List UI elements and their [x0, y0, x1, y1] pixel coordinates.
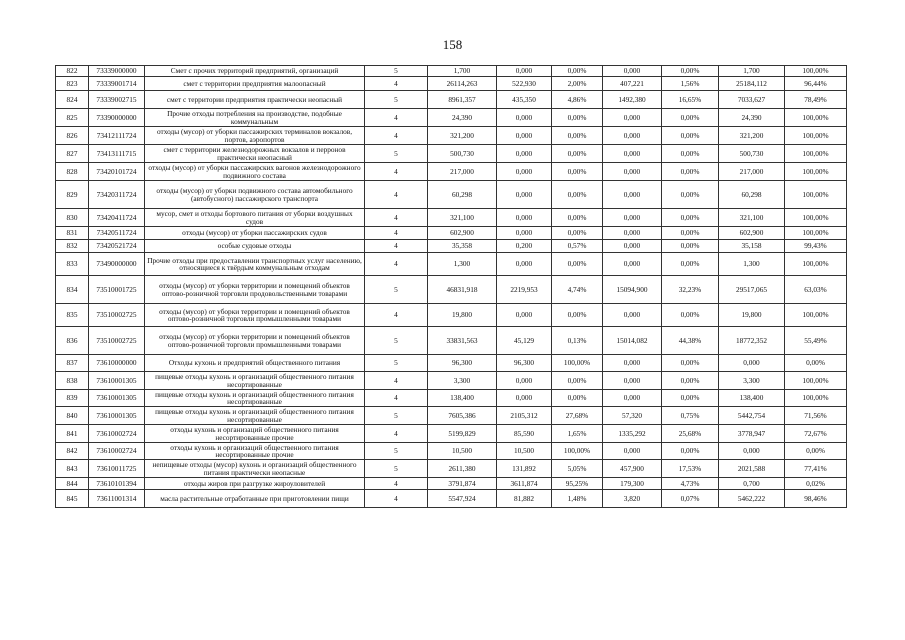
- value-col-4-cell: 1335,292: [603, 425, 662, 443]
- waste-name-cell: отходы (мусор) от уборки территории и помещений объектов оптово-розничной торговли промышленными товарами: [145, 327, 365, 355]
- value-col-1-cell: 96,300: [428, 355, 497, 372]
- waste-name-cell: отходы (мусор) от уборки пассажирских терминалов вокзалов, портов, аэропортов: [145, 127, 365, 145]
- value-col-1-cell: 24,390: [428, 109, 497, 127]
- row-number-cell: 828: [56, 163, 89, 181]
- value-col-6-cell: 7033,627: [719, 91, 785, 109]
- value-col-3-cell: 0,00%: [552, 209, 603, 227]
- table-row: [56, 390, 847, 407]
- table-row: [56, 240, 847, 253]
- table-row: [56, 478, 847, 490]
- hazard-class-cell: 4: [365, 425, 428, 443]
- row-number-cell: 843: [56, 460, 89, 478]
- table-body: [56, 66, 847, 508]
- waste-name-cell: смет с территории железнодорожных вокзалов и перронов практически неопасный: [145, 145, 365, 163]
- row-number-cell: 839: [56, 390, 89, 407]
- hazard-class-cell: 4: [365, 109, 428, 127]
- row-number-cell: 830: [56, 209, 89, 227]
- value-col-3-cell: 0,00%: [552, 163, 603, 181]
- value-col-2-cell: 2105,312: [497, 407, 552, 425]
- waste-name-cell: особые судовые отходы: [145, 240, 365, 253]
- value-col-1-cell: 33831,563: [428, 327, 497, 355]
- hazard-class-cell: 5: [365, 327, 428, 355]
- table-row: [56, 66, 847, 77]
- table-row: [56, 407, 847, 425]
- value-col-3-cell: 95,25%: [552, 478, 603, 490]
- value-col-1-cell: 3791,874: [428, 478, 497, 490]
- table-row: [56, 209, 847, 227]
- value-col-3-cell: 0,00%: [552, 66, 603, 77]
- value-col-4-cell: 0,000: [603, 355, 662, 372]
- value-col-4-cell: 0,000: [603, 127, 662, 145]
- value-col-5-cell: 0,00%: [662, 372, 719, 390]
- value-col-2-cell: 131,892: [497, 460, 552, 478]
- value-col-2-cell: 0,000: [497, 372, 552, 390]
- waste-code-cell: 73339000000: [89, 66, 145, 77]
- waste-code-cell: 73420411724: [89, 209, 145, 227]
- table-row: [56, 490, 847, 508]
- hazard-class-cell: 4: [365, 227, 428, 240]
- value-col-1-cell: 5199,829: [428, 425, 497, 443]
- hazard-class-cell: 5: [365, 66, 428, 77]
- waste-code-cell: 73490000000: [89, 253, 145, 276]
- value-col-2-cell: 0,000: [497, 145, 552, 163]
- value-col-1-cell: 321,200: [428, 127, 497, 145]
- value-col-4-cell: 0,000: [603, 145, 662, 163]
- table-row: [56, 443, 847, 460]
- table-row: [56, 304, 847, 327]
- value-col-5-cell: 0,00%: [662, 127, 719, 145]
- value-col-5-cell: 0,00%: [662, 66, 719, 77]
- row-number-cell: 837: [56, 355, 89, 372]
- waste-name-cell: Отходы кухонь и предприятий общественного питания: [145, 355, 365, 372]
- value-col-5-cell: 0,07%: [662, 490, 719, 508]
- hazard-class-cell: 5: [365, 355, 428, 372]
- table-row: [56, 276, 847, 304]
- value-col-1-cell: 35,358: [428, 240, 497, 253]
- waste-name-cell: мусор, смет и отходы бортового питания от уборки воздушных судов: [145, 209, 365, 227]
- value-col-5-cell: 17,53%: [662, 460, 719, 478]
- value-col-3-cell: 1,48%: [552, 490, 603, 508]
- waste-name-cell: отходы жиров при разгрузке жироуловителей: [145, 478, 365, 490]
- value-col-4-cell: 407,221: [603, 77, 662, 91]
- waste-code-cell: 73611001314: [89, 490, 145, 508]
- hazard-class-cell: 5: [365, 407, 428, 425]
- waste-name-cell: Смет с прочих территорий предприятий, организаций: [145, 66, 365, 77]
- waste-name-cell: смет с территории предприятия малоопасный: [145, 77, 365, 91]
- value-col-7-cell: 100,00%: [785, 145, 847, 163]
- row-number-cell: 835: [56, 304, 89, 327]
- value-col-1-cell: 3,300: [428, 372, 497, 390]
- waste-name-cell: пищевые отходы кухонь и организаций общественного питания несортированные: [145, 372, 365, 390]
- value-col-7-cell: 100,00%: [785, 181, 847, 209]
- waste-name-cell: пищевые отходы кухонь и организаций общественного питания несортированные: [145, 407, 365, 425]
- table-row: [56, 253, 847, 276]
- table-row: [56, 127, 847, 145]
- value-col-5-cell: 0,00%: [662, 227, 719, 240]
- row-number-cell: 833: [56, 253, 89, 276]
- value-col-4-cell: 179,300: [603, 478, 662, 490]
- waste-name-cell: отходы кухонь и организаций общественного питания несортированные прочие: [145, 425, 365, 443]
- value-col-3-cell: 100,00%: [552, 355, 603, 372]
- value-col-4-cell: 0,000: [603, 390, 662, 407]
- value-col-3-cell: 0,00%: [552, 145, 603, 163]
- value-col-4-cell: 0,000: [603, 163, 662, 181]
- value-col-2-cell: 85,590: [497, 425, 552, 443]
- value-col-1-cell: 321,100: [428, 209, 497, 227]
- hazard-class-cell: 4: [365, 253, 428, 276]
- value-col-1-cell: 10,500: [428, 443, 497, 460]
- value-col-7-cell: 98,46%: [785, 490, 847, 508]
- value-col-4-cell: 1492,380: [603, 91, 662, 109]
- hazard-class-cell: 4: [365, 127, 428, 145]
- value-col-3-cell: 100,00%: [552, 443, 603, 460]
- value-col-2-cell: 0,000: [497, 304, 552, 327]
- row-number-cell: 822: [56, 66, 89, 77]
- value-col-6-cell: 1,700: [719, 66, 785, 77]
- hazard-class-cell: 5: [365, 91, 428, 109]
- value-col-4-cell: 0,000: [603, 227, 662, 240]
- row-number-cell: 832: [56, 240, 89, 253]
- value-col-2-cell: 81,882: [497, 490, 552, 508]
- row-number-cell: 836: [56, 327, 89, 355]
- hazard-class-cell: 4: [365, 490, 428, 508]
- value-col-6-cell: 0,000: [719, 443, 785, 460]
- value-col-3-cell: 0,00%: [552, 304, 603, 327]
- waste-code-cell: 73510002725: [89, 327, 145, 355]
- waste-code-cell: 73610001305: [89, 390, 145, 407]
- waste-code-cell: 73420511724: [89, 227, 145, 240]
- value-col-5-cell: 0,00%: [662, 163, 719, 181]
- value-col-2-cell: 435,350: [497, 91, 552, 109]
- waste-name-cell: отходы (мусор) от уборки подвижного состава автомобильного (автобусного) пассажирского транспорта: [145, 181, 365, 209]
- waste-code-cell: 73412111724: [89, 127, 145, 145]
- hazard-class-cell: 5: [365, 276, 428, 304]
- value-col-3-cell: 0,57%: [552, 240, 603, 253]
- value-col-4-cell: 0,000: [603, 66, 662, 77]
- value-col-3-cell: 0,00%: [552, 372, 603, 390]
- waste-name-cell: отходы (мусор) от уборки пассажирских судов: [145, 227, 365, 240]
- value-col-7-cell: 77,41%: [785, 460, 847, 478]
- value-col-4-cell: 0,000: [603, 109, 662, 127]
- row-number-cell: 844: [56, 478, 89, 490]
- value-col-5-cell: 0,00%: [662, 109, 719, 127]
- waste-code-cell: 73610000000: [89, 355, 145, 372]
- table-row: [56, 227, 847, 240]
- table-row: [56, 91, 847, 109]
- value-col-7-cell: 0,00%: [785, 355, 847, 372]
- value-col-5-cell: 0,00%: [662, 240, 719, 253]
- value-col-1-cell: 217,000: [428, 163, 497, 181]
- waste-name-cell: пищевые отходы кухонь и организаций общественного питания несортированные: [145, 390, 365, 407]
- value-col-1-cell: 7605,386: [428, 407, 497, 425]
- value-col-2-cell: 0,000: [497, 209, 552, 227]
- table-row: [56, 181, 847, 209]
- value-col-6-cell: 18772,352: [719, 327, 785, 355]
- value-col-7-cell: 71,56%: [785, 407, 847, 425]
- hazard-class-cell: 4: [365, 372, 428, 390]
- table-row: [56, 425, 847, 443]
- value-col-3-cell: 0,00%: [552, 109, 603, 127]
- hazard-class-cell: 4: [365, 304, 428, 327]
- value-col-1-cell: 8961,357: [428, 91, 497, 109]
- value-col-2-cell: 0,000: [497, 253, 552, 276]
- row-number-cell: 827: [56, 145, 89, 163]
- value-col-3-cell: 5,05%: [552, 460, 603, 478]
- value-col-5-cell: 0,00%: [662, 304, 719, 327]
- value-col-3-cell: 1,65%: [552, 425, 603, 443]
- value-col-5-cell: 44,38%: [662, 327, 719, 355]
- value-col-6-cell: 29517,065: [719, 276, 785, 304]
- waste-code-cell: 73610002724: [89, 443, 145, 460]
- value-col-2-cell: 0,200: [497, 240, 552, 253]
- hazard-class-cell: 4: [365, 181, 428, 209]
- table-row: [56, 327, 847, 355]
- value-col-7-cell: 0,02%: [785, 478, 847, 490]
- value-col-1-cell: 500,730: [428, 145, 497, 163]
- waste-code-cell: 73390000000: [89, 109, 145, 127]
- value-col-4-cell: 0,000: [603, 304, 662, 327]
- value-col-6-cell: 602,900: [719, 227, 785, 240]
- value-col-5-cell: 0,00%: [662, 145, 719, 163]
- value-col-3-cell: 0,00%: [552, 253, 603, 276]
- value-col-6-cell: 19,800: [719, 304, 785, 327]
- value-col-7-cell: 100,00%: [785, 127, 847, 145]
- waste-code-cell: 73420101724: [89, 163, 145, 181]
- value-col-5-cell: 0,00%: [662, 209, 719, 227]
- waste-code-cell: 73610002724: [89, 425, 145, 443]
- value-col-5-cell: 0,00%: [662, 181, 719, 209]
- hazard-class-cell: 5: [365, 145, 428, 163]
- value-col-4-cell: 0,000: [603, 209, 662, 227]
- row-number-cell: 842: [56, 443, 89, 460]
- value-col-6-cell: 25184,112: [719, 77, 785, 91]
- value-col-6-cell: 321,100: [719, 209, 785, 227]
- value-col-7-cell: 100,00%: [785, 109, 847, 127]
- value-col-2-cell: 2219,953: [497, 276, 552, 304]
- value-col-1-cell: 1,700: [428, 66, 497, 77]
- value-col-6-cell: 5462,222: [719, 490, 785, 508]
- value-col-1-cell: 2611,380: [428, 460, 497, 478]
- waste-code-cell: 73420311724: [89, 181, 145, 209]
- value-col-5-cell: 0,00%: [662, 443, 719, 460]
- value-col-6-cell: 321,200: [719, 127, 785, 145]
- value-col-3-cell: 27,68%: [552, 407, 603, 425]
- value-col-6-cell: 1,300: [719, 253, 785, 276]
- waste-code-cell: 73510002725: [89, 304, 145, 327]
- value-col-6-cell: 500,730: [719, 145, 785, 163]
- value-col-5-cell: 0,75%: [662, 407, 719, 425]
- value-col-7-cell: 55,49%: [785, 327, 847, 355]
- value-col-5-cell: 4,73%: [662, 478, 719, 490]
- value-col-5-cell: 0,00%: [662, 390, 719, 407]
- hazard-class-cell: 4: [365, 240, 428, 253]
- value-col-1-cell: 602,900: [428, 227, 497, 240]
- value-col-5-cell: 1,56%: [662, 77, 719, 91]
- value-col-6-cell: 24,390: [719, 109, 785, 127]
- value-col-7-cell: 99,43%: [785, 240, 847, 253]
- value-col-5-cell: 32,23%: [662, 276, 719, 304]
- value-col-7-cell: 72,67%: [785, 425, 847, 443]
- value-col-6-cell: 0,000: [719, 355, 785, 372]
- waste-code-cell: 73339002715: [89, 91, 145, 109]
- value-col-2-cell: 0,000: [497, 390, 552, 407]
- page-number: 158: [442, 37, 463, 52]
- value-col-6-cell: 35,158: [719, 240, 785, 253]
- value-col-4-cell: 0,000: [603, 253, 662, 276]
- waste-name-cell: Прочие отходы при предоставлении транспортных услуг населению, относящиеся к твёрдым коммунальным отходам: [145, 253, 365, 276]
- value-col-4-cell: 3,820: [603, 490, 662, 508]
- row-number-cell: 841: [56, 425, 89, 443]
- value-col-1-cell: 26114,263: [428, 77, 497, 91]
- waste-name-cell: отходы кухонь и организаций общественного питания несортированные прочие: [145, 443, 365, 460]
- value-col-3-cell: 0,00%: [552, 181, 603, 209]
- waste-code-cell: 73610101394: [89, 478, 145, 490]
- hazard-class-cell: 4: [365, 390, 428, 407]
- value-col-7-cell: 100,00%: [785, 163, 847, 181]
- table-row: [56, 77, 847, 91]
- waste-table: [55, 65, 847, 508]
- table-row: [56, 355, 847, 372]
- value-col-3-cell: 4,86%: [552, 91, 603, 109]
- value-col-7-cell: 63,03%: [785, 276, 847, 304]
- value-col-6-cell: 60,298: [719, 181, 785, 209]
- waste-name-cell: отходы (мусор) от уборки территории и помещений объектов оптово-розничной торговли промышленными товарами: [145, 304, 365, 327]
- value-col-7-cell: 0,00%: [785, 443, 847, 460]
- value-col-7-cell: 100,00%: [785, 209, 847, 227]
- waste-code-cell: 73610011725: [89, 460, 145, 478]
- value-col-3-cell: 2,00%: [552, 77, 603, 91]
- value-col-6-cell: 3778,947: [719, 425, 785, 443]
- value-col-3-cell: 0,00%: [552, 390, 603, 407]
- value-col-7-cell: 96,44%: [785, 77, 847, 91]
- value-col-2-cell: 96,300: [497, 355, 552, 372]
- row-number-cell: 840: [56, 407, 89, 425]
- value-col-7-cell: 100,00%: [785, 66, 847, 77]
- value-col-6-cell: 0,700: [719, 478, 785, 490]
- row-number-cell: 834: [56, 276, 89, 304]
- value-col-2-cell: 522,930: [497, 77, 552, 91]
- value-col-2-cell: 0,000: [497, 227, 552, 240]
- value-col-7-cell: 100,00%: [785, 227, 847, 240]
- value-col-4-cell: 0,000: [603, 443, 662, 460]
- row-number-cell: 826: [56, 127, 89, 145]
- hazard-class-cell: 4: [365, 77, 428, 91]
- value-col-1-cell: 19,800: [428, 304, 497, 327]
- value-col-4-cell: 0,000: [603, 181, 662, 209]
- value-col-6-cell: 3,300: [719, 372, 785, 390]
- value-col-4-cell: 57,320: [603, 407, 662, 425]
- hazard-class-cell: 5: [365, 443, 428, 460]
- hazard-class-cell: 4: [365, 209, 428, 227]
- value-col-5-cell: 16,65%: [662, 91, 719, 109]
- value-col-5-cell: 25,68%: [662, 425, 719, 443]
- waste-code-cell: 73420521724: [89, 240, 145, 253]
- value-col-1-cell: 5547,924: [428, 490, 497, 508]
- table-row: [56, 109, 847, 127]
- value-col-4-cell: 15014,082: [603, 327, 662, 355]
- value-col-2-cell: 0,000: [497, 163, 552, 181]
- value-col-2-cell: 0,000: [497, 127, 552, 145]
- value-col-3-cell: 0,13%: [552, 327, 603, 355]
- hazard-class-cell: 4: [365, 163, 428, 181]
- waste-name-cell: непищевые отходы (мусор) кухонь и организаций общественного питания практически неопасные: [145, 460, 365, 478]
- value-col-1-cell: 46831,918: [428, 276, 497, 304]
- value-col-3-cell: 4,74%: [552, 276, 603, 304]
- hazard-class-cell: 5: [365, 460, 428, 478]
- value-col-2-cell: 0,000: [497, 66, 552, 77]
- row-number-cell: 824: [56, 91, 89, 109]
- waste-code-cell: 73413111715: [89, 145, 145, 163]
- value-col-4-cell: 0,000: [603, 240, 662, 253]
- value-col-3-cell: 0,00%: [552, 127, 603, 145]
- value-col-7-cell: 78,49%: [785, 91, 847, 109]
- value-col-5-cell: 0,00%: [662, 253, 719, 276]
- waste-code-cell: 73339001714: [89, 77, 145, 91]
- value-col-2-cell: 0,000: [497, 109, 552, 127]
- value-col-4-cell: 457,900: [603, 460, 662, 478]
- value-col-5-cell: 0,00%: [662, 355, 719, 372]
- value-col-3-cell: 0,00%: [552, 227, 603, 240]
- row-number-cell: 831: [56, 227, 89, 240]
- value-col-7-cell: 100,00%: [785, 372, 847, 390]
- table-row: [56, 163, 847, 181]
- value-col-7-cell: 100,00%: [785, 253, 847, 276]
- row-number-cell: 838: [56, 372, 89, 390]
- row-number-cell: 829: [56, 181, 89, 209]
- value-col-2-cell: 0,000: [497, 181, 552, 209]
- value-col-6-cell: 5442,754: [719, 407, 785, 425]
- waste-name-cell: отходы (мусор) от уборки пассажирских вагонов железнодорожного подвижного состава: [145, 163, 365, 181]
- table-row: [56, 460, 847, 478]
- hazard-class-cell: 4: [365, 478, 428, 490]
- value-col-7-cell: 100,00%: [785, 390, 847, 407]
- value-col-7-cell: 100,00%: [785, 304, 847, 327]
- value-col-2-cell: 10,500: [497, 443, 552, 460]
- value-col-4-cell: 15094,900: [603, 276, 662, 304]
- waste-code-cell: 73610001305: [89, 407, 145, 425]
- row-number-cell: 823: [56, 77, 89, 91]
- row-number-cell: 825: [56, 109, 89, 127]
- waste-name-cell: смет с территории предприятия практически неопасный: [145, 91, 365, 109]
- value-col-2-cell: 45,129: [497, 327, 552, 355]
- value-col-4-cell: 0,000: [603, 372, 662, 390]
- waste-name-cell: отходы (мусор) от уборки территории и помещений объектов оптово-розничной торговли продовольственными товарами: [145, 276, 365, 304]
- waste-name-cell: Прочие отходы потребления на производстве, подобные коммунальным: [145, 109, 365, 127]
- value-col-6-cell: 138,400: [719, 390, 785, 407]
- value-col-2-cell: 3611,874: [497, 478, 552, 490]
- table-row: [56, 372, 847, 390]
- waste-code-cell: 73510001725: [89, 276, 145, 304]
- table-row: [56, 145, 847, 163]
- value-col-6-cell: 2021,588: [719, 460, 785, 478]
- value-col-1-cell: 60,298: [428, 181, 497, 209]
- waste-code-cell: 73610001305: [89, 372, 145, 390]
- value-col-1-cell: 1,300: [428, 253, 497, 276]
- value-col-1-cell: 138,400: [428, 390, 497, 407]
- row-number-cell: 845: [56, 490, 89, 508]
- waste-name-cell: масла растительные отработанные при приготовлении пищи: [145, 490, 365, 508]
- value-col-6-cell: 217,000: [719, 163, 785, 181]
